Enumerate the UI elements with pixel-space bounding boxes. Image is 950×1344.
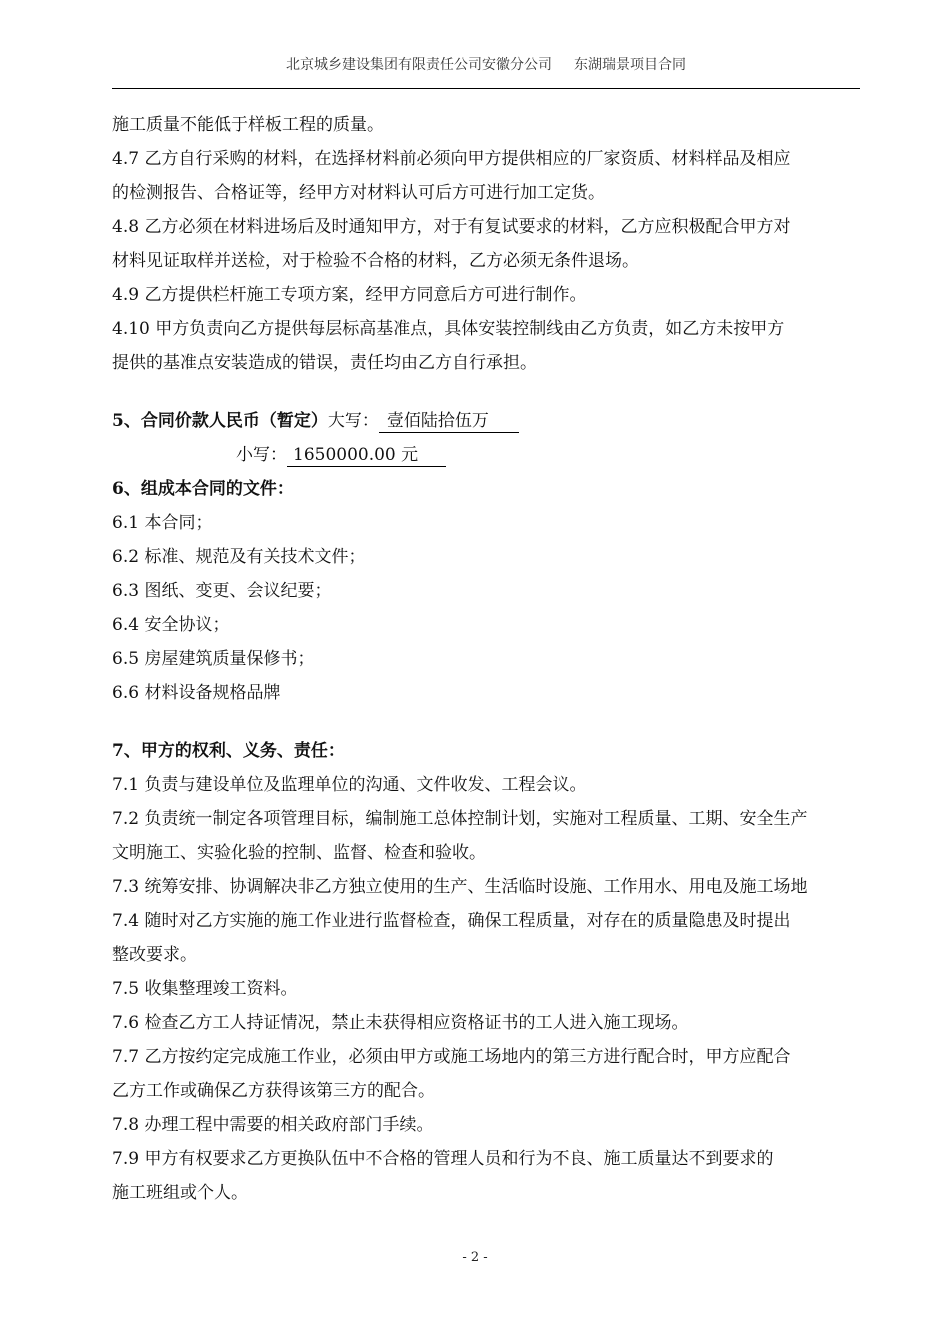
clause-4-10-line-1: 4.10 甲方负责向乙方提供每层标高基准点，具体安装控制线由乙方负责，如乙方未按甲方 <box>112 319 785 339</box>
clause-4-10-line-2: 提供的基准点安装造成的错误，责任均由乙方自行承担。 <box>112 353 537 373</box>
section-7-line: 乙方工作或确保乙方获得该第三方的配合。 <box>112 1081 435 1101</box>
price-heading: 5、合同价款人民币（暂定） <box>112 411 328 431</box>
section-7-line: 文明施工、实验化验的控制、监督、检查和验收。 <box>112 843 486 863</box>
section-7-line: 7.3 统筹安排、协调解决非乙方独立使用的生产、生活临时设施、工作用水、用电及施工场地 <box>112 877 808 897</box>
section-7-line: 7.7 乙方按约定完成施工作业，必须由甲方或施工场地内的第三方进行配合时，甲方应配合 <box>112 1047 791 1067</box>
section-7-line: 施工班组或个人。 <box>112 1183 248 1203</box>
section-7-heading: 7、甲方的权利、义务、责任： <box>112 741 345 761</box>
clause-4-9: 4.9 乙方提供栏杆施工专项方案，经甲方同意后方可进行制作。 <box>112 285 587 305</box>
section-6-item: 6.3 图纸、变更、会议纪要； <box>112 581 332 601</box>
section-6-item: 6.6 材料设备规格品牌 <box>112 683 281 703</box>
paragraph-gap <box>112 380 860 404</box>
section-7-line: 7.4 随时对乙方实施的施工作业进行监督检查，确保工程质量，对存在的质量隐患及时提出 <box>112 911 791 931</box>
section-7-line: 7.2 负责统一制定各项管理目标，编制施工总体控制计划，实施对工程质量、工期、安全生产 <box>112 809 808 829</box>
section-7-line: 7.9 甲方有权要求乙方更换队伍中不合格的管理人员和行为不良、施工质量达不到要求的 <box>112 1149 774 1169</box>
section-6-item: 6.5 房屋建筑质量保修书； <box>112 649 315 669</box>
paragraph-gap <box>112 710 860 734</box>
price-line-daxie <box>112 404 860 438</box>
document-body <box>112 108 860 1210</box>
price-daxie-value: 壹佰陆拾伍万 <box>379 410 519 433</box>
clause-4-8-line-2: 材料见证取样并送检，对于检验不合格的材料，乙方必须无条件退场。 <box>112 251 639 271</box>
clause-4-7-line-2: 的检测报告、合格证等，经甲方对材料认可后方可进行加工定货。 <box>112 183 605 203</box>
section-7-line: 7.6 检查乙方工人持证情况，禁止未获得相应资格证书的工人进入施工现场。 <box>112 1013 689 1033</box>
section-6-item: 6.2 标准、规范及有关技术文件； <box>112 547 366 567</box>
section-7-line: 7.8 办理工程中需要的相关政府部门手续。 <box>112 1115 434 1135</box>
price-xiaoxie-value: 1650000.00 元 <box>287 444 446 467</box>
header-company: 北京城乡建设集团有限责任公司安徽分公司 <box>286 57 552 73</box>
page-number: - 2 - <box>462 1250 488 1265</box>
section-6-heading: 6、组成本合同的文件： <box>112 479 294 499</box>
clause-4-7-line-1: 4.7 乙方自行采购的材料，在选择材料前必须向甲方提供相应的厂家资质、材料样品及相应 <box>112 149 791 169</box>
header-divider <box>112 88 860 89</box>
page-header <box>112 54 860 74</box>
section-6-item: 6.4 安全协议； <box>112 615 230 635</box>
body-line: 施工质量不能低于样板工程的质量。 <box>112 115 384 135</box>
section-7-line: 整改要求。 <box>112 945 197 965</box>
header-project: 东湖瑞景项目合同 <box>574 57 686 73</box>
price-line-xiaoxie <box>112 438 860 472</box>
price-daxie-label: 大写： <box>327 411 379 431</box>
clause-4-8-line-1: 4.8 乙方必须在材料进场后及时通知甲方，对于有复试要求的材料，乙方应积极配合甲方对 <box>112 217 791 237</box>
section-7-line: 7.1 负责与建设单位及监理单位的沟通、文件收发、工程会议。 <box>112 775 587 795</box>
price-xiaoxie-label: 小写： <box>236 445 287 465</box>
section-7-line: 7.5 收集整理竣工资料。 <box>112 979 298 999</box>
section-6-item: 6.1 本合同； <box>112 513 213 533</box>
